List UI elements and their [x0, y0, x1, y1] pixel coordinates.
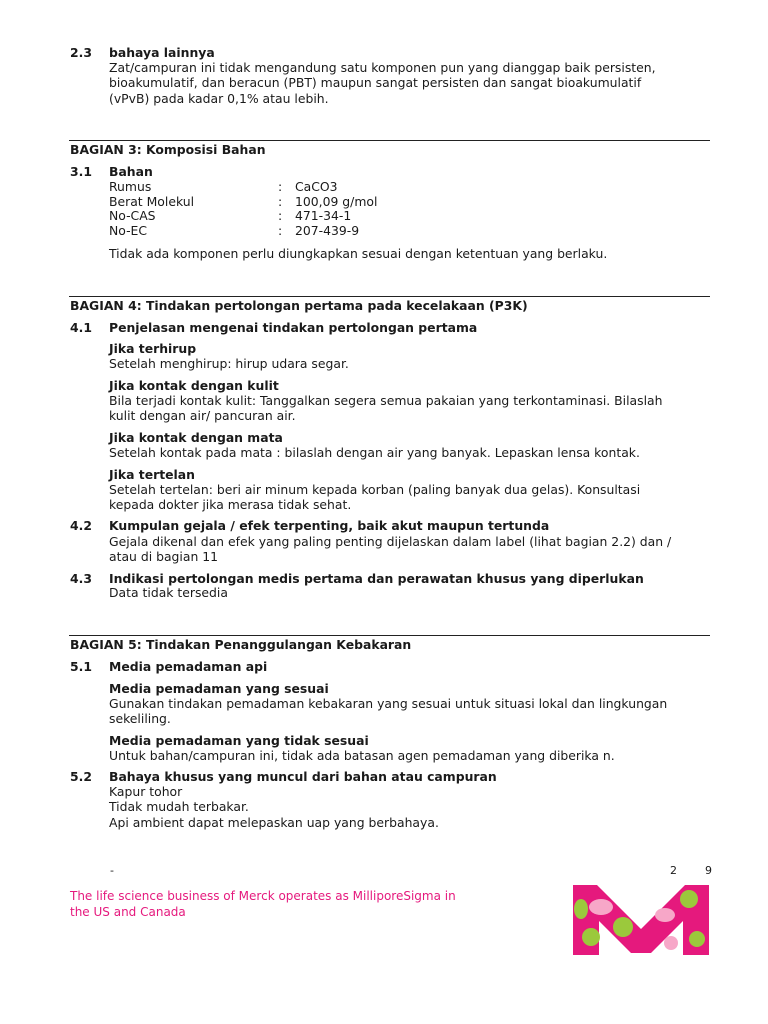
- paragraph-line: Setelah kontak pada mata : bilaslah dengan air yang banyak. Lepaskan lensa kontak.: [109, 445, 640, 460]
- footer-note-line: the US and Canada: [70, 905, 186, 919]
- paragraph-line: Tidak ada komponen perlu diungkapkan sesuai dengan ketentuan yang berlaku.: [109, 246, 608, 261]
- section-number: 2.3: [70, 45, 92, 60]
- footer-dash: -: [110, 864, 114, 877]
- paragraph-line: sekeliling.: [109, 711, 171, 726]
- property-key: Rumus: [109, 179, 152, 194]
- section-heading: Bahaya khusus yang muncul dari bahan atau campuran: [109, 769, 497, 784]
- subheading: Jika kontak dengan mata: [109, 430, 283, 445]
- paragraph-line: kulit dengan air/ pancuran air.: [109, 408, 296, 423]
- paragraph-line: Gejala dikenal dan efek yang paling penting dijelaskan dalam label (lihat bagian 2.2) dan /: [109, 534, 672, 549]
- paragraph-line: Gunakan tindakan pemadaman kebakaran yang sesuai untuk situasi lokal dan lingkungan: [109, 696, 668, 711]
- section-number: 3.1: [70, 164, 92, 179]
- subheading: Media pemadaman yang sesuai: [109, 681, 329, 696]
- footer-note-line: The life science business of Merck operates as MilliporeSigma in: [70, 889, 456, 903]
- section-number: 4.1: [70, 320, 92, 335]
- property-colon: :: [278, 194, 283, 209]
- paragraph-line: Untuk bahan/campuran ini, tidak ada batasan agen pemadaman yang diberika n.: [109, 748, 615, 763]
- section-heading: bahaya lainnya: [109, 45, 215, 60]
- paragraph-line: Kapur tohor: [109, 784, 183, 799]
- property-value: 207-439-9: [295, 223, 360, 238]
- paragraph-line: Data tidak tersedia: [109, 585, 228, 600]
- paragraph-line: Tidak mudah terbakar.: [109, 799, 249, 814]
- paragraph-line: atau di bagian 11: [109, 549, 218, 564]
- property-key: No-EC: [109, 223, 148, 238]
- property-colon: :: [278, 223, 283, 238]
- paragraph-line: Zat/campuran ini tidak mengandung satu komponen pun yang dianggap baik persisten,: [109, 60, 656, 75]
- paragraph-line: (vPvB) pada kadar 0,1% atau lebih.: [109, 91, 329, 106]
- page-number: 2: [670, 864, 677, 877]
- subheading: Jika terhirup: [109, 341, 197, 356]
- section-number: 5.1: [70, 659, 92, 674]
- footer-note: [70, 888, 456, 920]
- paragraph-line: Setelah menghirup: hirup udara segar.: [109, 356, 349, 371]
- section-divider: [69, 296, 710, 297]
- subheading: Jika tertelan: [109, 467, 195, 482]
- section-divider: [69, 140, 710, 141]
- property-colon: :: [278, 179, 283, 194]
- subheading: Media pemadaman yang tidak sesuai: [109, 733, 369, 748]
- section-title: BAGIAN 3: Komposisi Bahan: [70, 142, 266, 157]
- paragraph-line: Bila terjadi kontak kulit: Tanggalkan segera semua pakaian yang terkontaminasi. Bilaslah: [109, 393, 663, 408]
- property-value: CaCO3: [295, 179, 338, 194]
- paragraph-line: Setelah tertelan: beri air minum kepada korban (paling banyak dua gelas). Konsultasi: [109, 482, 641, 497]
- section-heading: Kumpulan gejala / efek terpenting, baik akut maupun tertunda: [109, 518, 550, 533]
- section-number: 5.2: [70, 769, 92, 784]
- section-title: BAGIAN 5: Tindakan Penanggulangan Kebakaran: [70, 637, 412, 652]
- paragraph-line: Api ambient dapat melepaskan uap yang berbahaya.: [109, 815, 439, 830]
- property-key: Berat Molekul: [109, 194, 195, 209]
- property-colon: :: [278, 208, 283, 223]
- property-key: No-CAS: [109, 208, 156, 223]
- section-number: 4.3: [70, 571, 92, 586]
- section-heading: Media pemadaman api: [109, 659, 268, 674]
- paragraph-line: bioakumulatif, dan beracun (PBT) maupun sangat persisten dan sangat bioakumulatif: [109, 75, 642, 90]
- property-value: 100,09 g/mol: [295, 194, 378, 209]
- section-title: BAGIAN 4: Tindakan pertolongan pertama pada kecelakaan (P3K): [70, 298, 528, 313]
- merck-logo: [569, 885, 715, 957]
- page-total: 9: [705, 864, 712, 877]
- section-number: 4.2: [70, 518, 92, 533]
- subheading: Jika kontak dengan kulit: [109, 378, 279, 393]
- section-heading: Bahan: [109, 164, 153, 179]
- section-heading: Penjelasan mengenai tindakan pertolongan pertama: [109, 320, 478, 335]
- property-value: 471-34-1: [295, 208, 352, 223]
- paragraph-line: kepada dokter jika merasa tidak sehat.: [109, 497, 352, 512]
- section-heading: Indikasi pertolongan medis pertama dan perawatan khusus yang diperlukan: [109, 571, 644, 586]
- section-divider: [69, 635, 710, 636]
